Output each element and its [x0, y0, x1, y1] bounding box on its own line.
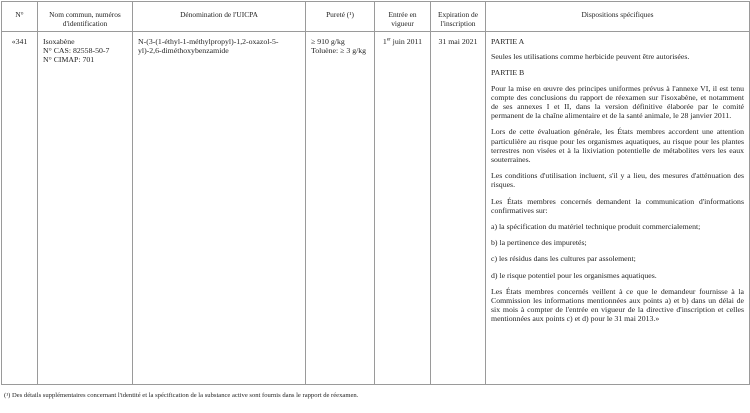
header-nom-line-2: d'identification	[62, 19, 108, 28]
cell-dispositions	[486, 32, 750, 385]
cell-num: «341	[2, 32, 38, 385]
entree-rest: juin 2011	[392, 37, 423, 46]
list-item-b: b) la pertinence des impuretés;	[491, 238, 587, 248]
regulation-table	[1, 1, 750, 385]
header-dispositions: Dispositions spécifiques	[486, 2, 750, 32]
purity-value: ≥ 910 g/kg	[311, 37, 345, 46]
partie-b-para-2: Lors de cette évaluation générale, les États membres accordent une attention particulière au risque pour les organismes aquatiques, au risque pour les plantes terrestres non visées et à la lixiviation potentielle de métabolites vers les eaux souterraines.	[491, 127, 744, 165]
partie-b-para-4: Les États membres concernés demandent la communication d'informations confirmatives sur:	[491, 196, 744, 215]
cell-entree	[375, 32, 431, 385]
header-expiration	[431, 2, 486, 32]
header-expiration-line-1: Expiration de	[437, 10, 479, 19]
entree-day: 1	[382, 37, 387, 46]
header-row	[2, 2, 750, 32]
header-entree: Entrée en vigueur	[375, 2, 431, 32]
cimap-number: N° CIMAP: 701	[43, 55, 95, 65]
list-item-d: d) le risque potentiel pour les organismes aquatiques.	[491, 270, 657, 280]
substance-name: Isoxabène	[43, 37, 75, 46]
cas-number: N° CAS: 82558-50-7	[43, 46, 110, 56]
cell-nom	[38, 32, 133, 385]
header-purete: Pureté (¹)	[306, 2, 375, 32]
header-nom	[38, 2, 133, 32]
header-num: N°	[2, 2, 38, 32]
header-expiration-line-2: l'inscription	[440, 19, 476, 28]
partie-b-para-3: Les conditions d'utilisation incluent, s'il y a lieu, des mesures d'atténuation des risques.	[491, 171, 744, 190]
cell-expiration: 31 mai 2021	[431, 32, 486, 385]
partie-b-para-1: Pour la mise en œuvre des principes uniformes prévus à l'annexe VI, il est tenu compte des conclusions du rapport de réexamen sur l'isoxabène, et notamment de ses annexes I et II, dans la version définitive élaborée par le comité permanent de la chaîne alimentaire et de la santé animale, le 28 janvier 2011.	[491, 83, 744, 121]
partie-a-text: Seules les utilisations comme herbicide peuvent être autorisées.	[491, 52, 690, 62]
entree-sup: er	[386, 37, 391, 43]
partie-b-para-final: Les États membres concernés veillent à ce que le demandeur fournisse à la Commission les informations mentionnées aux points a) et b) dans un délai de six mois à compter de l'entrée en vigueur de la directive d'inscription et celles mentionnées aux points c) et d) pour le 31 mai 2013.»	[491, 286, 744, 324]
partie-b-heading: PARTIE B	[491, 68, 525, 78]
table-row	[2, 32, 750, 385]
footnote: (¹) Des détails supplémentaires concernant l'identité et la spécification de la substance active sont fournis dans le rapport de réexamen.	[4, 392, 359, 399]
list-item-a: a) la spécification du matériel technique produit commercialement;	[491, 222, 701, 232]
header-iupac: Dénomination de l'UICPA	[133, 2, 306, 32]
list-item-c: c) les résidus dans les cultures par assolement;	[491, 254, 636, 264]
toluene-value: Toluène: ≥ 3 g/kg	[311, 46, 367, 56]
header-nom-line-1: Nom commun, numéros	[49, 10, 121, 19]
cell-iupac: N-(3-(1-éthyl-1-méthylpropyl)-1,2-oxazol-5-yl)-2,6-diméthoxybenzamide	[133, 32, 306, 385]
partie-a-heading: PARTIE A	[491, 37, 525, 46]
cell-purete	[306, 32, 375, 385]
